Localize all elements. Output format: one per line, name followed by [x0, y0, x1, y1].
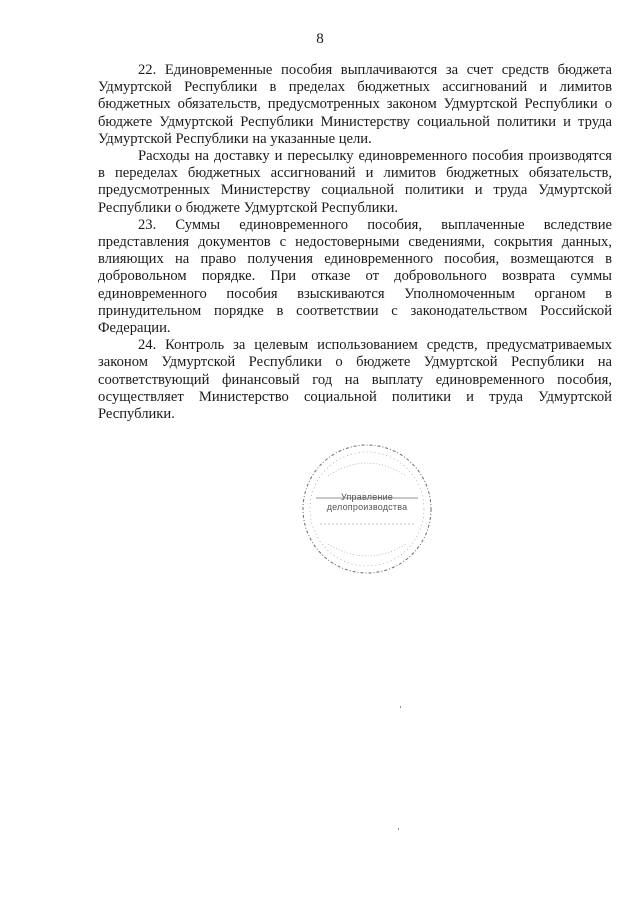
- paragraph-delivery-costs: Расходы на доставку и пересылку единовременного пособия производятся в переделах бюджетных ассигнований и лимитов бюджетных обязательств, предусмотренных Министерству социальной политики и труда Удмуртской Республики о бюджете Удмуртской Республики.: [98, 148, 612, 216]
- scan-speck: [398, 828, 399, 830]
- paragraph-23: 23. Суммы единовременного пособия, выплаченные вследствие представления документов с недостоверными сведениями, сокрытия данных, влияющих на право получения единовременного пособия, возмещаются в добровольном порядке. При отказе от добровольного возврата суммы единовременного пособия взыскиваются Уполномоченным органом в принудительном порядке в соответствии с законодательством Российской Федерации.: [98, 216, 612, 337]
- stamp-text-line1: Управление: [340, 492, 394, 502]
- paragraph-22: 22. Единовременные пособия выплачиваются за счет средств бюджета Удмуртской Республики в пределах бюджетных ассигнований и лимитов бюджетных обязательств, предусмотренных законом Удмуртской Республики о бюджете Удмуртской Республики Министерству социальной политики и труда Удмуртской Республики на указанные цели.: [98, 62, 612, 147]
- scan-speck: [400, 706, 401, 708]
- paragraph-24: 24. Контроль за целевым использованием средств, предусматриваемых законом Удмуртской Республики о бюджете Удмуртской Республики на соответствующий финансовый год на выплату единовременного пособия, осуществляет Министерство социальной политики и труда Удмуртской Республики.: [98, 337, 612, 423]
- office-stamp: [298, 440, 436, 578]
- page-number: 8: [316, 31, 324, 47]
- document-body: [98, 62, 612, 423]
- stamp-text-line2: делопроизводства: [326, 502, 408, 512]
